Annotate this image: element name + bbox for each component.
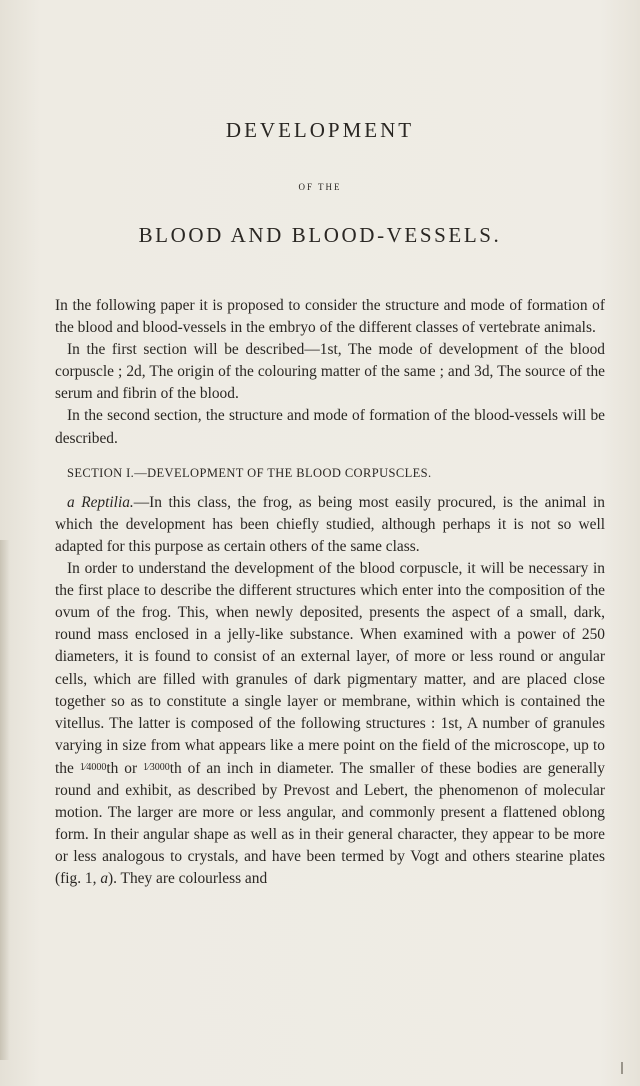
ovum-text-d: ). They are colourless and [108, 870, 268, 888]
dropcap-word: In [55, 297, 68, 314]
title-blood-vessels: BLOOD AND BLOOD-VESSELS. [138, 223, 502, 247]
paragraph-ovum [55, 558, 605, 890]
reptilia-text: —In this class, the frog, as being most easily procured, is the animal in which the development has been chiefly studied, although perhaps it is not so well adapted for this purpose as certain others of the same class. [55, 493, 605, 555]
title-of-the: OF THE [298, 182, 342, 192]
ovum-text-a: In order to understand the development of the blood corpuscle, it will be necessary in the first place to describe the different structures which enter into the composition of the ovum of the frog. This, when newly deposited, presents the aspect of a small, dark, round mass enclosed in a jelly-like substance. When examined with a power of 250 diameters, it is found to consist of an external layer, of more or less round or angular cells, which are filled with granules of dark pigmentary matter, and are placed close together so as to constitute a single layer or membrane, within which is contained the vitellus. The latter is composed of the following structures : 1st, A number of granules varying in size from what appears like a mere point on the field of the microscope, up to the [55, 560, 605, 777]
paragraph-first-section: In the first section will be described—1st, The mode of development of the blood corpuscle ; 2d, The origin of the colouring matter of the same ; and 3d, The source of the serum and fibrin of the blood. [55, 341, 605, 403]
title-development: DEVELOPMENT [225, 118, 415, 142]
paragraph-reptilia [55, 492, 605, 558]
article-body [55, 295, 605, 890]
fraction-3000: 1⁄3000 [143, 761, 170, 773]
fraction-4000: 1⁄4000 [79, 761, 107, 773]
page-gutter-shadow [0, 540, 10, 1060]
ovum-text-b: th or [106, 759, 144, 777]
reptilia-label: a Reptilia. [67, 493, 134, 511]
page-edge-mark [621, 1062, 623, 1074]
paragraph-second-section: In the second section, the structure and mode of formation of the blood-vessels will be described. [55, 407, 605, 447]
ovum-text-c: th of an inch in diameter. The smaller of these bodies are generally round and exhibit, as described by Prevost and Lebert, the phenomenon of molecular motion. The larger are more or less angular, and commonly present a flattened oblong form. In their angular shape as well as in their general character, they appear to be more or less analogous to crystals, and have been termed by Vogt and others stearine plates (fig. 1, [55, 759, 605, 888]
paragraph-intro-text: the following paper it is proposed to consider the structure and mode of formation of the blood and blood-vessels in the embryo of the different classes of vertebrate animals. [55, 297, 605, 337]
figure-reference: a [100, 870, 109, 888]
section-heading: SECTION I.—DEVELOPMENT OF THE BLOOD CORPUSCLES. [67, 465, 432, 480]
paragraph-intro [55, 295, 605, 339]
